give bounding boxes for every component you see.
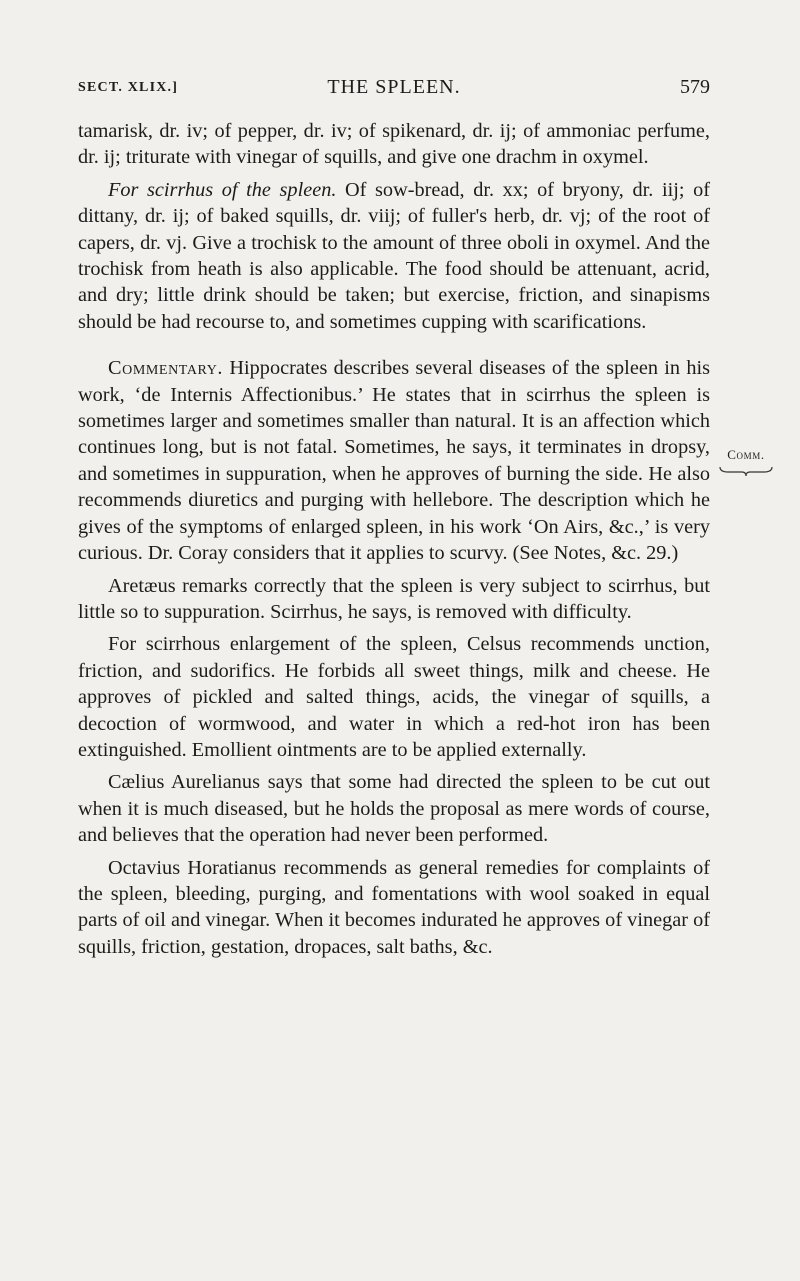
paragraph-commentary: Commentary. Hippocrates describes several diseases of the spleen in his work, ‘de Internis Affectionibus.’ He states that in scirrhus the spleen is sometimes larger and sometimes smaller than natural. It is an affection which continues long, but is not fatal. Sometimes, he says, it terminates in dropsy, and sometimes in suppuration, when he approves of burning the side. He also recommends diuretics and purging with hellebore. The description which he gives of the symptoms of enlarged spleen, in his work ‘On Airs, &c.,’ is very curious. Dr. Coray considers that it applies to scurvy. (See Notes, &c. 29.) <box>78 357 710 565</box>
paragraph-5: For scirrhous enlargement of the spleen, Celsus recommends unction, friction, and sudorifics. He forbids all sweet things, milk and cheese. He approves of pickled and salted things, acids, the vinegar of squills, a decoction of wormwood, and water in which a red-hot iron has been extinguished. Emollient ointments are to be applied externally. <box>78 633 710 761</box>
section-label: SECT. XLIX.] <box>78 80 179 95</box>
page-title: THE SPLEEN. <box>327 76 461 98</box>
margin-note-comm <box>718 447 774 477</box>
brace-icon <box>718 465 774 477</box>
paragraph-6: Cælius Aurelianus says that some had directed the spleen to be cut out when it is much diseased, but he holds the proposal as mere words of course, and believes that the operation had never been performed. <box>78 771 710 847</box>
recipe-heading: For scirrhus of the spleen. <box>108 178 337 201</box>
paragraph-1: tamarisk, dr. iv; of pepper, dr. iv; of spikenard, dr. ij; of ammoniac perfume, dr. ij; triturate with vinegar of squills, and give one drachm in oxymel. <box>78 120 710 169</box>
paragraph-4: Aretæus remarks correctly that the spleen is very subject to scirrhus, but little so to suppuration. Scirrhus, he says, is removed with difficulty. <box>78 574 710 623</box>
commentary-lead: Commentary. <box>108 357 224 380</box>
paragraph-2: For scirrhus of the spleen. Of sow-bread, dr. xx; of bryony, dr. iij; of dittany, dr. ij; of baked squills, dr. viij; of fuller's herb, dr. vj; of the root of capers, dr. vj. Give a trochisk to the amount of three oboli in oxymel. And the trochisk from heath is also applicable. The food should be attenuant, acrid, and dry; little drink should be taken; but exercise, friction, and sinapisms should be had recourse to, and sometimes cupping with scarifications. <box>78 178 710 333</box>
running-header <box>78 76 710 102</box>
paragraph-7: Octavius Horatianus recommends as general remedies for complaints of the spleen, bleeding, purging, and fomentations with wool soaked in equal parts of oil and vinegar. When it becomes indurated he approves of vinegar of squills, friction, gestation, dropaces, salt baths, &c. <box>78 856 710 958</box>
body-text <box>78 118 710 960</box>
page-number: 579 <box>680 76 710 98</box>
margin-note-label: Comm. <box>727 447 765 462</box>
